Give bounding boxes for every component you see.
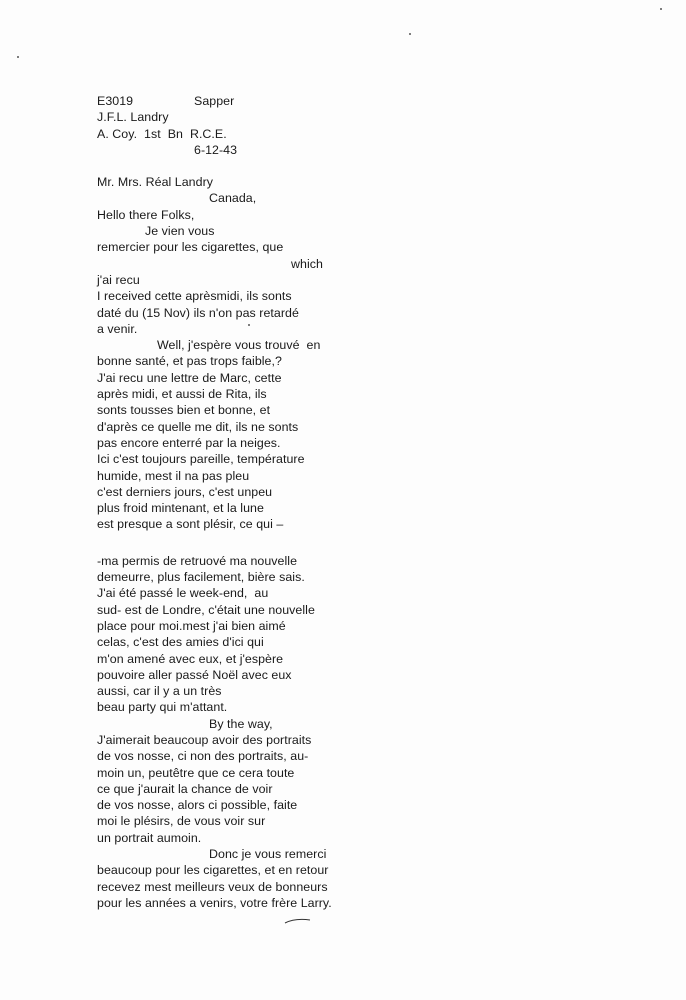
para5-line: Donc je vous remerci — [209, 847, 327, 862]
header-rank-row — [97, 93, 357, 109]
scan-speck — [17, 56, 19, 58]
addressee-names: Mr. Mrs. Réal Landry — [97, 175, 213, 190]
para3-line: sud- est de Londre, c'était une nouvelle — [97, 602, 315, 617]
para3-line: demeurre, plus facilement, bière sais. — [97, 570, 305, 585]
para1-line: I received cette aprèsmidi, ils sonts — [97, 289, 292, 304]
soldier-unit: A. Coy. 1st Bn R.C.E. — [97, 126, 227, 141]
para2-line: est presque a sont plésir, ce qui – — [97, 517, 284, 532]
para3-line: place pour moi.mest j'ai bien aimé — [97, 618, 286, 633]
greeting: Hello there Folks, — [97, 207, 195, 222]
para3-line: pouvoire aller passé Noël avec eux — [97, 667, 292, 682]
letter-body — [97, 93, 357, 911]
addressee-country: Canada, — [209, 191, 257, 206]
para2-line: Ici c'est toujours pareille, température — [97, 452, 305, 467]
para2-line: bonne santé, et pas trops faible,? — [97, 354, 282, 369]
service-number: E3019 — [97, 94, 134, 108]
para4-line: moi le plésirs, de vous voir sur — [97, 814, 266, 829]
para5-line: beaucoup pour les cigarettes, et en retour — [97, 863, 329, 878]
para1-line: Je vien vous — [145, 224, 215, 239]
para1-line: a venir. — [97, 321, 138, 336]
para4-line: ce que j'aurait la chance de voir — [97, 781, 273, 796]
para4-line: moin un, peutêtre que ce cera toute — [97, 765, 295, 780]
para1-line: remercier pour les cigarettes, que — [97, 240, 284, 255]
para3-line: beau party qui m'attant. — [97, 700, 228, 715]
para1-line: j'ai recu — [97, 272, 140, 287]
para5-line: recevez mest meilleurs veux de bonneurs — [97, 879, 328, 894]
signature-flourish — [283, 916, 313, 926]
para2-line: humide, mest il na pas pleu — [97, 468, 250, 483]
para2-line: sonts tousses bien et bonne, et — [97, 403, 271, 418]
para4-line: de vos nosse, ci non des portraits, au- — [97, 749, 309, 764]
para4-line: un portrait aumoin. — [97, 830, 202, 845]
para3-line: aussi, car il y a un très — [97, 684, 222, 699]
para2-line: J'ai recu une lettre de Marc, cette — [97, 370, 282, 385]
para4-line: J'aimerait beaucoup avoir des portraits — [97, 732, 312, 747]
para4-line: de vos nosse, alors ci possible, faite — [97, 798, 298, 813]
scan-speck — [660, 8, 662, 10]
interlinear-which: which — [291, 256, 323, 271]
para3-line: m'on amené avec eux, et j'espère — [97, 651, 284, 666]
para2-line: plus froid mintenant, et la lune — [97, 501, 264, 516]
para4-line: By the way, — [209, 716, 273, 731]
para3-line: J'ai été passé le week-end, au — [97, 586, 269, 601]
rank: Sapper — [194, 94, 235, 108]
letter-date: 6-12-43 — [194, 142, 238, 157]
soldier-name: J.F.L. Landry — [97, 110, 169, 125]
para2-line: pas encore enterré par la neiges. — [97, 435, 281, 450]
para2-line: c'est derniers jours, c'est unpeu — [97, 484, 273, 499]
para3-line: -ma permis de retruové ma nouvelle — [97, 553, 298, 568]
para2-line: d'après ce quelle me dit, ils ne sonts — [97, 419, 299, 434]
para1-line: daté du (15 Nov) ils n'on pas retardé — [97, 305, 299, 320]
para2-line: après midi, et aussi de Rita, ils — [97, 387, 267, 402]
para3-line: celas, c'est des amies d'ici qui — [97, 635, 264, 650]
para5-line: pour les années a venirs, votre frère Larry. — [97, 895, 332, 910]
scan-speck — [409, 33, 411, 35]
para2-line: Well, j'espère vous trouvé en — [157, 338, 321, 353]
